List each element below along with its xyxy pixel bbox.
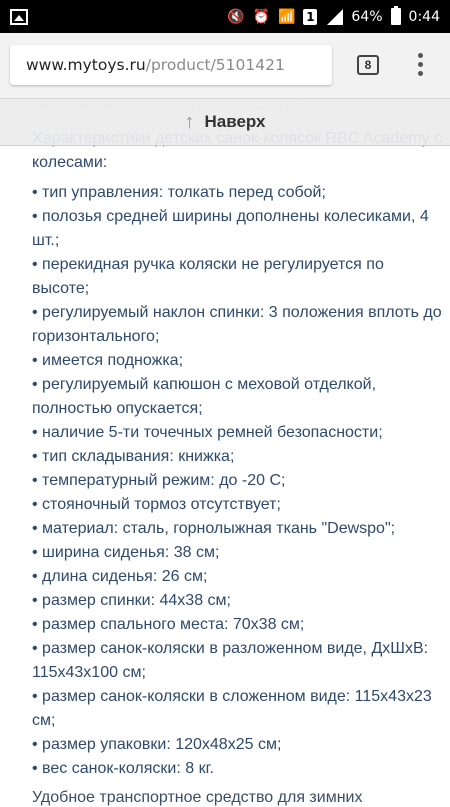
spec-item: • размер спинки: 44x38 см;	[32, 592, 231, 609]
spec-item: • регулируемый капюшон с меховой отделкой, полностью опускается;	[32, 376, 377, 417]
spec-item: • тип складывания: книжка;	[32, 448, 235, 465]
spec-item: • стояночный тормоз отсутствует;	[32, 496, 281, 513]
specs-title: колесами:	[32, 154, 108, 171]
gallery-icon	[10, 9, 28, 25]
spec-item: • имеется подножка;	[32, 352, 184, 369]
spec-item: • размер спального места: 70x38 см;	[32, 616, 305, 633]
spec-item: • наличие 5-ти точечных ремней безопасности;	[32, 424, 383, 441]
spec-item: • вес санок-коляски: 8 кг.	[32, 760, 214, 777]
tab-switcher-button[interactable]: 8	[357, 55, 379, 75]
url-domain: www.mytoys.ru	[26, 56, 146, 74]
spec-item: • регулируемый наклон спинки: 3 положения вплоть до горизонтального;	[32, 304, 442, 345]
sim-icon: 1	[303, 9, 317, 25]
spec-item: • размер упаковки: 120x48x25 см;	[32, 736, 282, 753]
spec-list	[32, 181, 444, 781]
battery-icon	[391, 8, 401, 25]
url-field[interactable]	[10, 45, 332, 85]
alarm-icon: ⏰	[252, 8, 270, 25]
signal-icon	[325, 9, 343, 25]
spec-item: • ширина сиденья: 38 см;	[32, 544, 220, 561]
product-specs	[32, 127, 444, 781]
spec-item: • материал: сталь, горнолыжная ткань "Dewspo";	[32, 520, 396, 537]
mute-icon: 🔇	[227, 8, 245, 25]
wifi-icon: 📶	[277, 8, 296, 25]
browser-toolbar	[0, 33, 450, 99]
spec-item: • тип управления: толкать перед собой;	[32, 184, 326, 201]
spec-item: • размер санок-коляски в сложенном виде: 115x43x23 см;	[32, 688, 432, 729]
back-to-top-button[interactable]	[0, 99, 450, 146]
cut-off-paragraph: Удобное транспортное средство для зимних	[32, 789, 363, 806]
clock: 0:44	[408, 8, 440, 25]
spec-item: • полозья средней ширины дополнены колесиками, 4 шт.;	[32, 208, 429, 249]
url-path: /product/5101421	[145, 56, 285, 74]
overflow-menu-icon[interactable]	[415, 53, 425, 79]
spec-item: • размер санок-коляски в разложенном виде, ДхШхВ: 115x43x100 см;	[32, 640, 429, 681]
arrow-up-icon: ↑	[184, 110, 195, 133]
spec-item: • длина сиденья: 26 см;	[32, 568, 208, 585]
spec-item: • температурный режим: до -20 С;	[32, 472, 286, 489]
battery-percent: 64%	[351, 8, 383, 25]
back-to-top-label: Наверх	[204, 112, 266, 131]
status-bar	[0, 0, 450, 33]
spec-item: • перекидная ручка коляски не регулируется по высоте;	[32, 256, 384, 297]
